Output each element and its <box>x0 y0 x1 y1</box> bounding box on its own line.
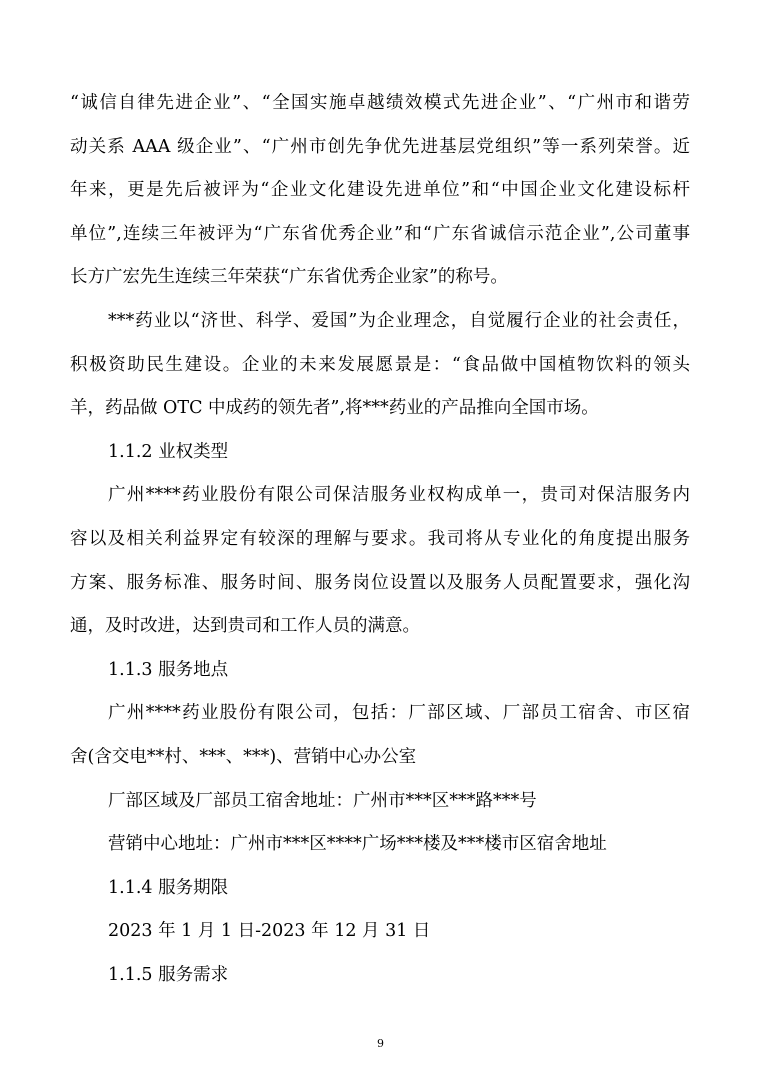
paragraph-line: 营销中心地址：广州市***区****广场***楼及***楼市区宿舍地址 <box>108 834 607 854</box>
page-number: 9 <box>377 1037 384 1050</box>
paragraph-line: “诚信自律先进企业”、“全国实施卓越绩效模式先进企业”、“广州市和谐劳 <box>70 93 690 113</box>
paragraph-line: 动关系 AAA 级企业”、“广州市创先争优先进基层党组织”等一系列荣誉。近 <box>70 137 690 157</box>
paragraph-line: 单位”,连续三年被评为“广东省优秀企业”和“广东省诚信示范企业”,公司董事 <box>70 224 690 244</box>
paragraph-line: ***药业以“济世、科学、爱国”为企业理念，自觉履行企业的社会责任， <box>108 311 690 331</box>
paragraph-line: 2023 年 1 月 1 日-2023 年 12 月 31 日 <box>108 921 431 941</box>
paragraph-line: 羊，药品做 OTC 中成药的领先者”,将***药业的产品推向全国市场。 <box>70 398 599 418</box>
section-heading: 1.1.4 服务期限 <box>108 878 229 898</box>
paragraph-line: 通，及时改进，达到贵司和工作人员的满意。 <box>70 616 420 636</box>
paragraph-line: 方案、服务标准、服务时间、服务岗位设置以及服务人员配置要求，强化沟 <box>70 573 690 593</box>
paragraph-line: 厂部区域及厂部员工宿舍地址：广州市***区***路***号 <box>108 791 537 811</box>
section-heading: 1.1.2 业权类型 <box>108 442 229 462</box>
paragraph-line: 长方广宏先生连续三年荣获“广东省优秀企业家”的称号。 <box>70 267 508 287</box>
paragraph-line: 积极资助民生建设。企业的未来发展愿景是：“食品做中国植物饮料的领头 <box>70 355 690 375</box>
paragraph-line: 舍(含交电**村、***、***)、营销中心办公室 <box>70 747 417 767</box>
section-heading: 1.1.3 服务地点 <box>108 660 229 680</box>
paragraph-line: 广州****药业股份有限公司保洁服务业权构成单一，贵司对保洁服务内 <box>108 485 690 505</box>
paragraph-line: 广州****药业股份有限公司，包括：厂部区域、厂部员工宿舍、市区宿 <box>108 703 690 723</box>
paragraph-line: 年来，更是先后被评为“企业文化建设先进单位”和“中国企业文化建设标杆 <box>70 180 690 200</box>
paragraph-line: 容以及相关利益界定有较深的理解与要求。我司将从专业化的角度提出服务 <box>70 529 690 549</box>
section-heading: 1.1.5 服务需求 <box>108 965 229 985</box>
